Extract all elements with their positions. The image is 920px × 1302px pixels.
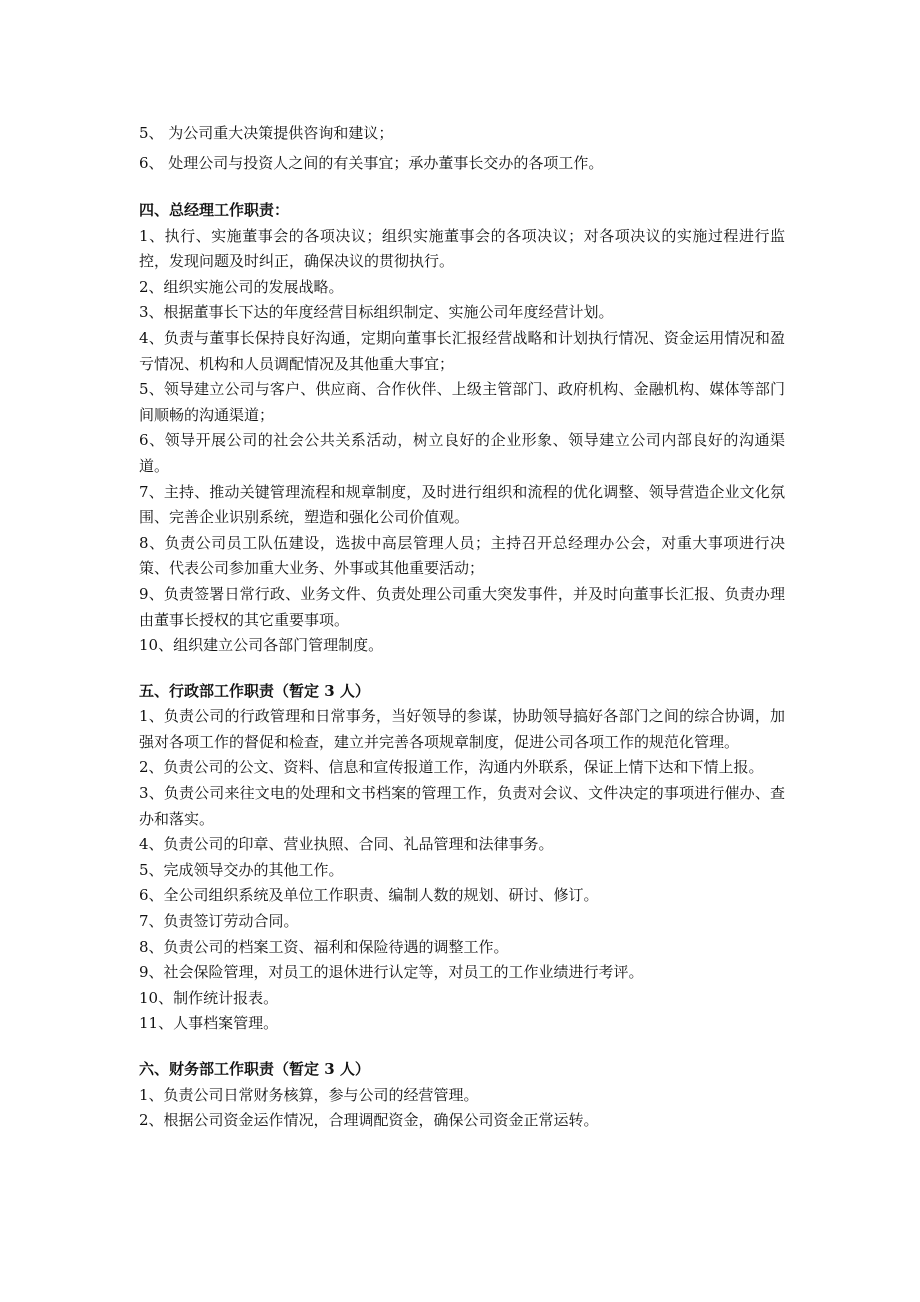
list-item: 6、领导开展公司的社会公共关系活动，树立良好的企业形象、领导建立公司内部良好的沟通渠道。 (139, 431, 785, 475)
section-administration (139, 679, 785, 1037)
list-item: 9、负责签署日常行政、业务文件、负责处理公司重大突发事件，并及时向董事长汇报、负责办理由董事长授权的其它重要事项。 (139, 584, 785, 629)
list-item: 8、负责公司员工队伍建设，选拔中高层管理人员；主持召开总经理办公会，对重大事项进行决策、代表公司参加重大业务、外事或其他重要活动； (139, 533, 785, 578)
section-heading: 四、总经理工作职责： (139, 201, 290, 219)
list-item: 9、社会保险管理，对员工的退休进行认定等，对员工的工作业绩进行考评。 (139, 963, 644, 982)
list-item: 1、负责公司的行政管理和日常事务，当好领导的参谋，协助领导搞好各部门之间的综合协调，加强对各项工作的督促和检查，建立并完善各项规章制度，促进公司各项工作的规范化管理。 (139, 707, 785, 751)
list-item: 4、负责公司的印章、营业执照、合同、礼品管理和法律事务。 (139, 835, 554, 854)
list-item: 7、主持、推动关键管理流程和规章制度，及时进行组织和流程的优化调整、领导营造企业文化氛围、完善企业识别系统，塑造和强化公司价值观。 (139, 482, 785, 527)
intro-items (139, 118, 785, 178)
list-item: 11、人事档案管理。 (139, 1014, 279, 1033)
list-item: 1、负责公司日常财务核算，参与公司的经营管理。 (139, 1085, 479, 1104)
list-item: 7、负责签订劳动合同。 (139, 912, 299, 931)
list-item: 2、负责公司的公文、资料、信息和宣传报道工作，沟通内外联系，保证上情下达和下情上报。 (139, 758, 764, 777)
section-general-manager (139, 198, 785, 659)
list-item: 3、根据董事长下达的年度经营目标组织制定、实施公司年度经营计划。 (139, 303, 614, 322)
list-item: 5、完成领导交办的其他工作。 (139, 860, 344, 879)
list-item: 5、领导建立公司与客户、供应商、合作伙伴、上级主管部门、政府机构、金融机构、媒体等部门间顺畅的沟通渠道； (139, 380, 785, 424)
list-item: 4、负责与董事长保持良好沟通，定期向董事长汇报经营战略和计划执行情况、资金运用情况和盈亏情况、机构和人员调配情况及其他重大事宜； (139, 328, 785, 373)
list-item: 2、组织实施公司的发展战略。 (139, 277, 344, 296)
list-item: 6、全公司组织系统及单位工作职责、编制人数的规划、研讨、修订。 (139, 886, 599, 905)
list-item: 3、负责公司来往文电的处理和文书档案的管理工作，负责对会议、文件决定的事项进行催办、查办和落实。 (139, 784, 785, 828)
document-body (139, 118, 785, 1134)
list-item: 2、根据公司资金运作情况，合理调配资金，确保公司资金正常运转。 (139, 1111, 599, 1130)
section-finance (139, 1057, 785, 1134)
section-heading: 六、财务部工作职责（暂定 3 人） (139, 1060, 370, 1078)
list-item: 10、制作统计报表。 (139, 988, 279, 1007)
list-item: 10、组织建立公司各部门管理制度。 (139, 636, 384, 655)
section-heading: 五、行政部工作职责（暂定 3 人） (139, 681, 370, 700)
list-item: 1、执行、实施董事会的各项决议；组织实施董事会的各项决议；对各项决议的实施过程进行监控，发现问题及时纠正，确保决议的贯彻执行。 (139, 226, 785, 271)
list-item: 6、 处理公司与投资人之间的有关事宜；承办董事长交办的各项工作。 (139, 154, 604, 172)
list-item: 5、 为公司重大决策提供咨询和建议； (139, 124, 394, 142)
list-item: 8、负责公司的档案工资、福利和保险待遇的调整工作。 (139, 937, 509, 956)
